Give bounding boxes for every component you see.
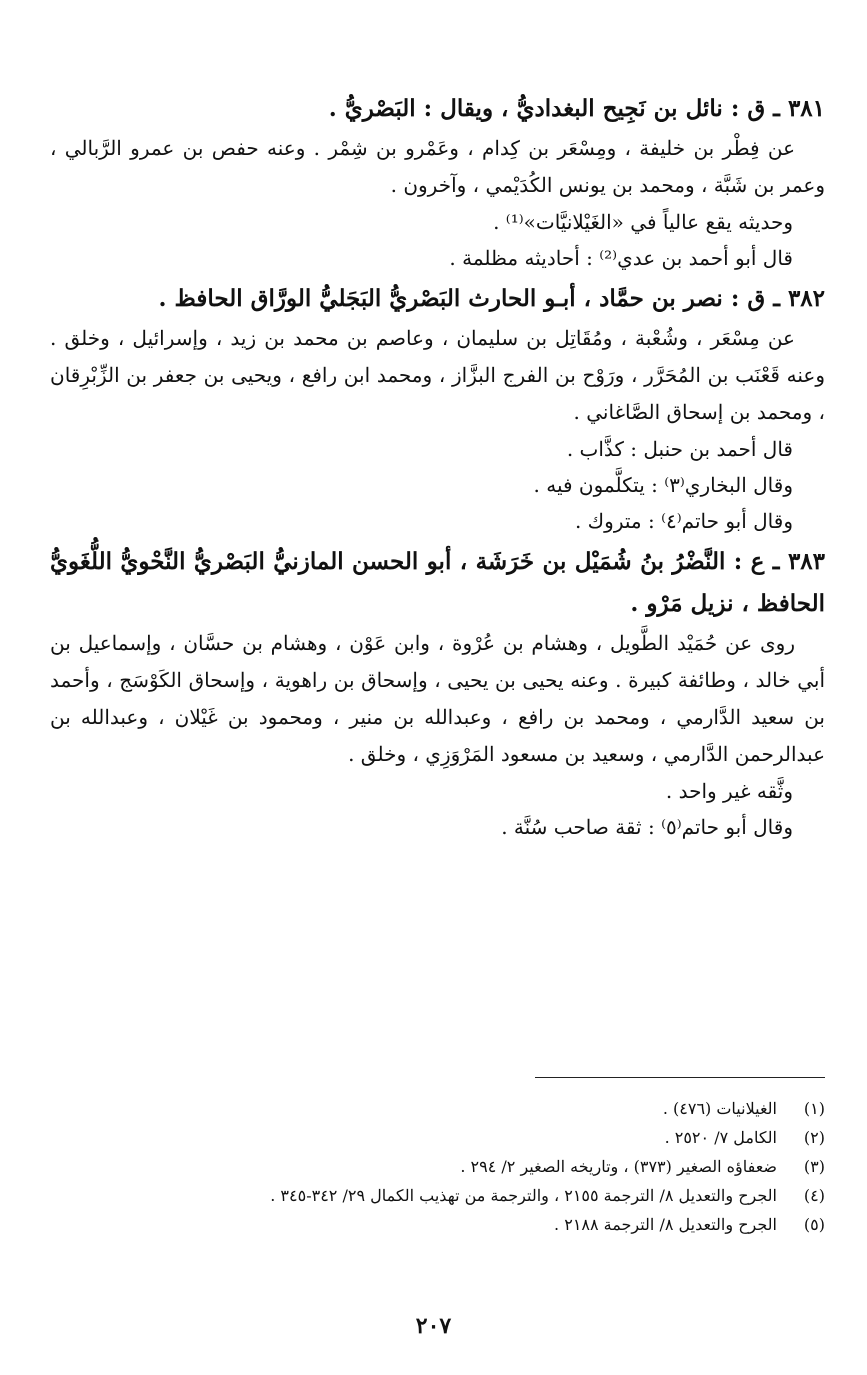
footnote-number: (٥) [803,1215,825,1234]
footnote [50,1210,825,1239]
entry-381 [50,88,825,276]
footnote-number: (٣) [803,1157,825,1176]
entry-title: ٣٨٣ ـ ع : النَّضْرُ بنُ شُمَيْل بن خَرَشَة ، أبو الحسن المازنيُّ البَصْريُّ النَّحْويُّ اللُّغَويُّ الحافظ ، نزيل مَرْو . [50,548,825,617]
page-number: ٢٠٧ [415,1313,452,1339]
entry-body: روى عن حُمَيْد الطَّويل ، وهشام بن عُرْوة ، وابن عَوْن ، وهشام بن حسَّان ، وإسماعيل بن أبي خالد ، وطائفة كبيرة . وعنه يحيى بن يحيى ، وإسحاق بن راهوية ، وإسحاق الكَوْسَج ، وأحمد بن سعيد الدَّارمي ، ومحمد بن رافع ، وعبدالله بن منير ، ومحمود بن غَيْلان ، وعبدالله بن عبدالرحمن الدَّارمي ، وسعيد بن مسعود المَرْوَزِي ، وخلق . [50,631,825,766]
entry-line: قال أحمد بن حنبل : كذَّاب . [566,437,793,461]
entry-title: ٣٨٢ ـ ق : نصر بن حمَّاد ، أبـو الحارث البَصْريُّ البَجَليُّ الورَّاق الحافظ . [158,285,825,312]
footnote-text: الكامل ٧/ ٢٥٢٠ . [664,1128,777,1147]
entry-body: عن مِسْعَر ، وشُعْبة ، ومُقَاتِل بن سليمان ، وعاصم بن محمد بن زيد ، وإسرائيل ، وخلق . وعنه قَعْنَب بن المُحَرَّر ، ورَوْح بن الفرج البزَّاز ، ومحمد ابن رافع ، ويحيى بن جعفر بن الزِّبْرِقان ، ومحمد بن إسحاق الصَّاغاني . [50,326,825,424]
footnote-text: الغيلانيات (٤٧٦) . [662,1099,777,1118]
entry-body: عن فِطْر بن خليفة ، ومِسْعَر بن كِدام ، وعَمْرو بن شِمْر . وعنه حفص بن عمرو الرَّبالي ، وعمر بن شَبَّة ، ومحمد بن يونس الكُدَيْمي ، وآخرون . [50,136,825,197]
footnotes [50,1094,825,1239]
footnote-text: ضعفاؤه الصغير (٣٧٣) ، وتاريخه الصغير ٢/ ٢٩٤ . [460,1157,777,1176]
footnote-number: (٢) [803,1128,825,1147]
entry-line: وقال أبو حاتم⁽٥⁾ : ثقة صاحب سُنَّة . [501,815,793,839]
footnote [50,1123,825,1152]
footnote-separator [535,1077,825,1078]
footnote [50,1152,825,1181]
footnote-text: الجرح والتعديل ٨/ الترجمة ٢١٨٨ . [554,1215,777,1234]
footnote [50,1094,825,1123]
footnote [50,1181,825,1210]
entry-title: ٣٨١ ـ ق : نائل بن نَجِيح البغداديُّ ، ويقال : البَصْريُّ . [328,95,825,122]
entry-383 [50,541,825,845]
entry-line: وقال البخاري⁽٣⁾ : يتكلَّمون فيه . [533,473,793,497]
entry-382 [50,278,825,539]
footnote-text: الجرح والتعديل ٨/ الترجمة ٢١٥٥ ، والترجمة من تهذيب الكمال ٢٩/ ٣٤٢-٣٤٥ . [270,1186,777,1205]
entry-line: وثَّقه غير واحد . [665,779,793,803]
entry-line: قال أبو أحمد بن عدي⁽²⁾ : أحاديثه مظلمة . [449,246,793,270]
footnote-number: (١) [803,1099,825,1118]
footnote-number: (٤) [803,1186,825,1205]
entry-line: وحديثه يقع عالياً في «الغَيْلانيَّات»⁽¹⁾ . [493,210,793,234]
entry-line: وقال أبو حاتم⁽٤⁾ : متروك . [574,509,793,533]
